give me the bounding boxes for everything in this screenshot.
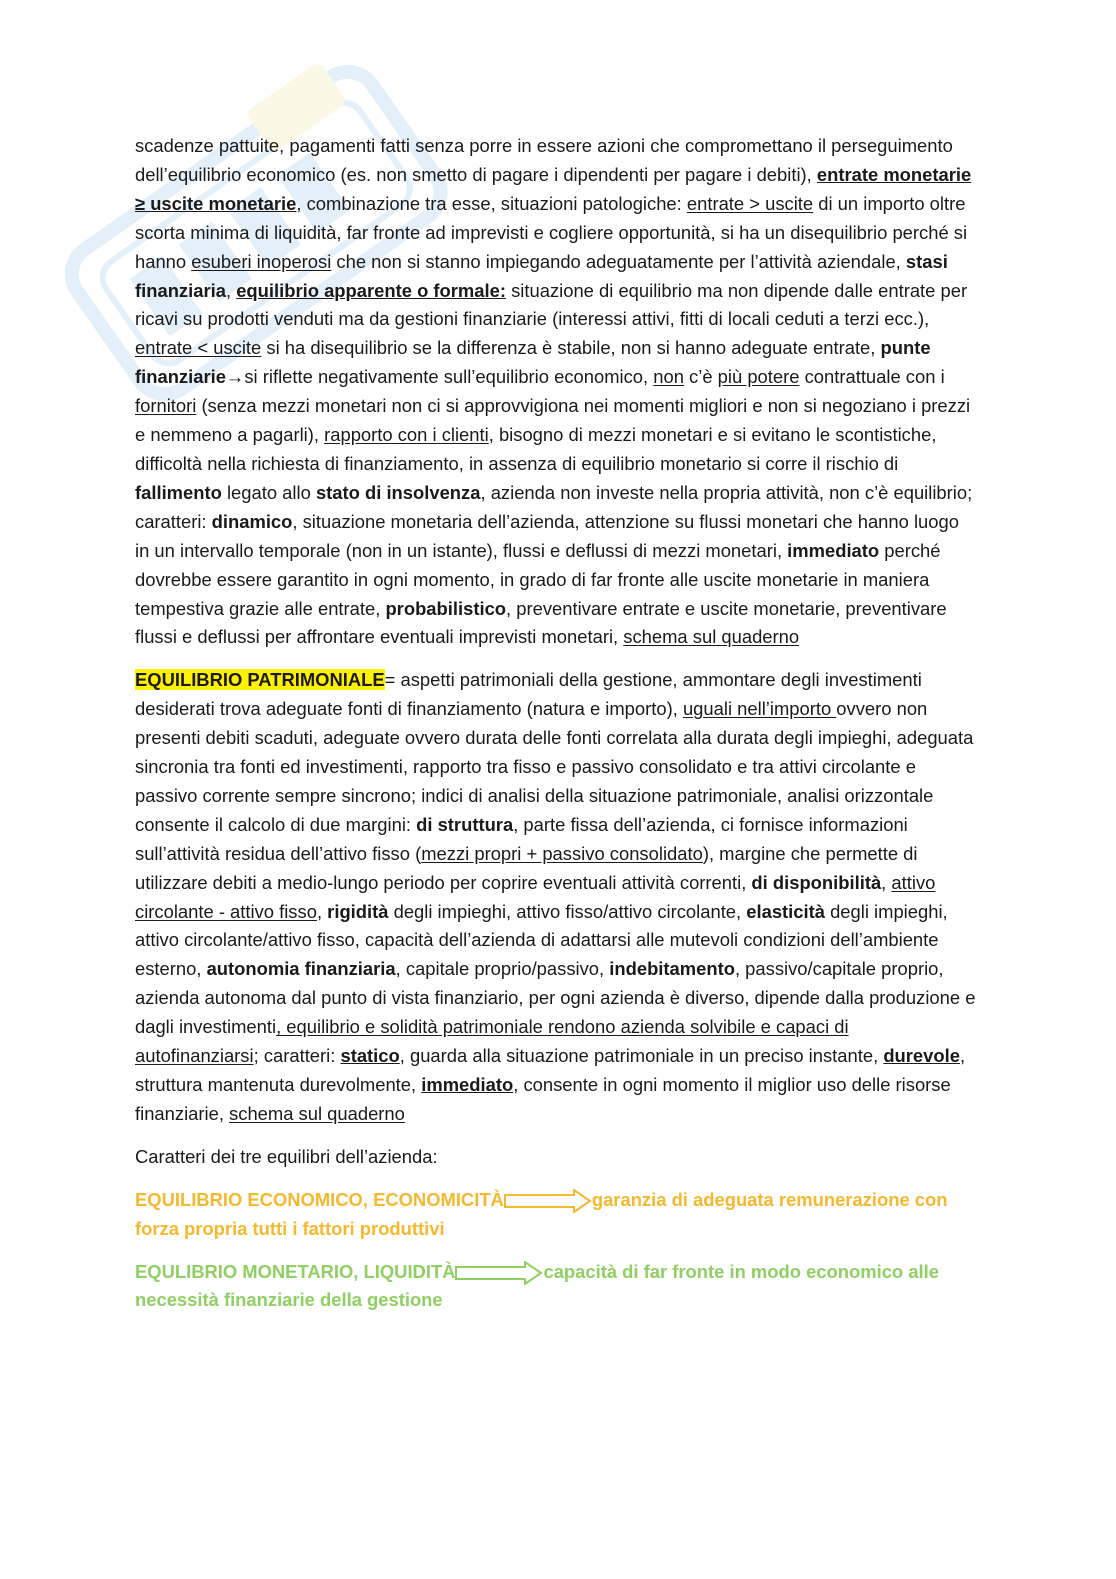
bold-term: fallimento [135, 481, 222, 503]
bold-term: di disponibilità [751, 871, 882, 893]
text-span: legato allo [221, 481, 316, 503]
bold-term: elasticità [746, 900, 825, 922]
bold-underlined-term: statico [340, 1045, 400, 1067]
text-span: che non si stanno impiegando adeguatamente per l’attività aziendale, [331, 250, 906, 272]
paragraph-equilibrio-monetario [135, 132, 977, 652]
equilibrio-monetario-row [135, 1258, 977, 1316]
bold-term: punte finanziarie [135, 337, 931, 388]
bold-underlined-term: durevole [883, 1045, 960, 1067]
underlined-term: entrate < uscite [135, 337, 262, 359]
bold-term: indebitamento [609, 958, 735, 980]
text-span: , guarda alla situazione patrimoniale in un preciso instante, [399, 1045, 884, 1067]
text-span: ovvero non presenti debiti scaduti, adeguate ovvero durata delle fonti correlata alla durata degli impieghi, adeguata sincronia tra fonti ed investimenti, rapporto tra fisso e passivo consolidato e tra attivi circolante e passivo corrente sempre sincrono; indici di analisi della situazione patrimoniale, analisi orizzontale consente il calcolo di due margini: [135, 698, 974, 835]
bold-term: probabilistico [385, 597, 507, 619]
underlined-term: fornitori [135, 395, 197, 417]
underlined-term: uguali nell’importo [682, 698, 837, 720]
text-span: , bisogno di mezzi monetari e si evitano le scontistiche, difficoltà nella richiesta di finanziamento, in assenza di equilibrio monetario si corre il rischio di [135, 424, 937, 474]
underlined-term: rapporto con i clienti [324, 424, 489, 446]
equilibrio-monetario-desc: capacità di far fronte in modo economico alle necessità finanziarie della gestione [135, 1260, 939, 1311]
underlined-term: mezzi propri + passivo consolidato [421, 842, 703, 864]
text-span: si ha disequilibrio se la differenza è stabile, non si hanno adeguate entrate, [261, 337, 881, 359]
underlined-term: esuberi inoperosi [191, 250, 332, 272]
equilibrio-monetario-label: EQULIBRIO MONETARIO, LIQUIDITÀ [135, 1260, 456, 1282]
text-span: , passivo/capitale proprio, azienda autonoma dal punto di vista finanziario, per ogni azienda è diverso, dipende dalla produzione e dagli investimenti [135, 958, 976, 1038]
text-span: , consente in ogni momento il miglior uso delle risorse finanziarie, [135, 1074, 951, 1124]
bold-underlined-term: immediato [421, 1074, 514, 1095]
bold-term: autonomia finanziaria [206, 958, 396, 980]
text-span: , capitale proprio/passivo, [395, 958, 610, 980]
text-span: ), margine che permette di utilizzare debiti a medio-lungo periodo per coprire eventuali attività correnti, [135, 842, 918, 893]
text-span: ; caratteri: [253, 1045, 341, 1067]
arrow-right-icon [504, 1189, 592, 1213]
text-span: = aspetti patrimoniali della gestione, ammontare degli investimenti desiderati trova adeguate fonti di finanziamento (natura e importo), [135, 669, 922, 720]
document-body [135, 132, 977, 1315]
text-span: situazione di equilibrio ma non dipende dalle entrate per ricavi su prodotti venduti ma da gestioni finanziarie (interessi attivi, fitti di locali ceduti a terzi ecc.), [135, 279, 968, 330]
text-span: , struttura mantenuta durevolmente, [135, 1045, 966, 1095]
bold-term: di struttura [416, 813, 514, 835]
underlined-term: schema sul quaderno [229, 1102, 405, 1124]
text-span: di un importo oltre scorta minima di liquidità, far fronte ad imprevisti e cogliere opportunità, si ha un disequilibrio perché si hanno [135, 192, 968, 272]
bold-term: stasi finanziaria [135, 250, 948, 301]
bold-underlined-term: entrate monetarie ≥ uscite monetarie [135, 163, 972, 214]
text-span: c’è [683, 366, 718, 388]
text-span: , [225, 279, 237, 301]
text-span: , azienda non investe nella propria attività, non c’è equilibrio; caratteri: [135, 481, 973, 532]
underlined-term: , equilibrio e solidità patrimoniale rendono azienda solvibile e capaci di autofinanziarsi [135, 1016, 849, 1067]
equilibrio-economico-label: EQUILIBRIO ECONOMICO, ECONOMICITÀ [135, 1188, 504, 1210]
text-span: , parte fissa dell’azienda, ci fornisce informazioni sull’attività residua dell’attivo fisso ( [135, 813, 908, 864]
text-span: (senza mezzi monetari non ci si approvvigiona nei momenti migliori e non si negoziano i prezzi e nemmeno a pagarli), [135, 395, 971, 446]
underlined-term: schema sul quaderno [623, 626, 800, 648]
underlined-term: più potere [717, 366, 800, 388]
underlined-term: non [653, 366, 684, 388]
bold-term: immediato [787, 539, 880, 561]
bold-underlined-term: equilibrio apparente o formale: [236, 279, 506, 301]
bold-term: dinamico [211, 510, 293, 532]
paragraph-caratteri: Caratteri dei tre equilibri dell’azienda: [135, 1145, 438, 1167]
text-span: perché dovrebbe essere garantito in ogni momento, in grado di far fronte alle uscite monetarie in maniera tempestiva grazie alle entrate, [135, 539, 941, 619]
highlighted-heading: EQUILIBRIO PATRIMONIALE [135, 669, 385, 691]
equilibrio-economico-row [135, 1186, 977, 1244]
text-span: , situazione monetaria dell’azienda, attenzione su flussi monetari che hanno luogo in un intervallo temporale (non in un istante), flussi e deflussi di mezzi monetari, [135, 510, 959, 561]
text-span: degli impieghi, attivo fisso/attivo circolante, [388, 900, 747, 922]
text-span: , preventivare entrate e uscite monetarie, preventivare flussi e deflussi per affrontare eventuali imprevisti monetari, [135, 597, 947, 648]
equilibrio-economico-desc: garanzia di adeguata remunerazione con forza propria tutti i fattori produttivi [135, 1188, 948, 1239]
arrow-right-icon [455, 1261, 543, 1285]
bold-term: stato di insolvenza [315, 481, 481, 503]
text-span: , [881, 871, 892, 893]
text-span: , [316, 900, 328, 922]
text-span: , combinazione tra esse, situazioni patologiche: [296, 192, 687, 214]
underlined-term: entrate > uscite [686, 192, 814, 214]
text-span: scadenze pattuite, pagamenti fatti senza porre in essere azioni che compromettano il perseguimento dell’equilibrio economico (es. non smetto di pagare i dipendenti per pagare i debiti), [135, 135, 953, 185]
text-span: contrattuale con i [799, 366, 945, 388]
paragraph-equilibrio-patrimoniale [135, 666, 977, 1129]
underlined-term: attivo circolante - attivo fisso [135, 871, 936, 922]
text-span: →si riflette negativamente sull’equilibrio economico, [225, 366, 654, 388]
bold-term: rigidità [327, 900, 389, 922]
text-span: degli impieghi, attivo circolante/attivo fisso, capacità dell’azienda di adattarsi alle mutevoli condizioni dell’ambiente esterno, [135, 900, 948, 980]
